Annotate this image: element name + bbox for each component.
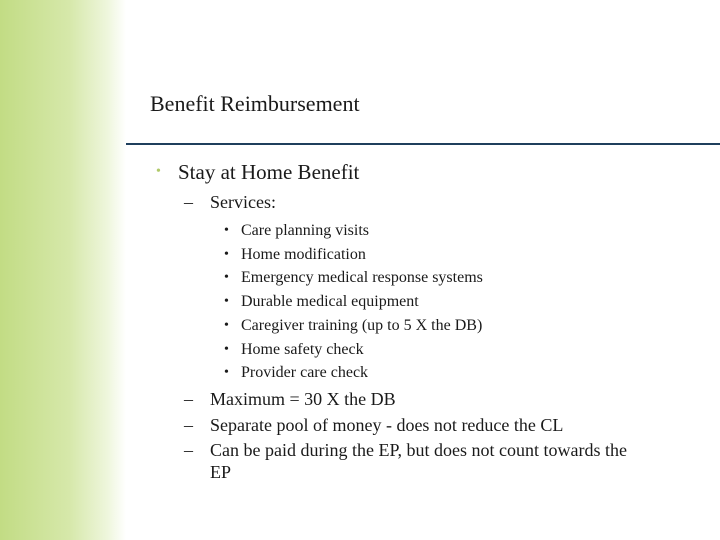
bullet-icon: • <box>224 223 229 238</box>
sub-bullet-text: Services: <box>210 192 276 212</box>
bullet-stay-at-home-benefit <box>150 158 710 186</box>
bullet-icon: • <box>224 317 229 333</box>
list-item <box>150 314 710 338</box>
sub-bullet-services <box>150 190 710 214</box>
dash-icon: – <box>184 192 193 212</box>
list-item <box>150 338 710 362</box>
list-item <box>150 290 710 314</box>
list-item <box>150 361 710 385</box>
list-item-text: Durable medical equipment <box>241 293 419 311</box>
list-item-text: Caregiver training (up to 5 X the DB) <box>241 316 483 334</box>
sub-bullet-text: Maximum = 30 X the DB <box>210 388 396 409</box>
dash-icon: – <box>184 439 193 460</box>
bullet-icon: • <box>224 341 229 357</box>
decorative-side-bar <box>0 0 126 540</box>
bullet-text: Stay at Home Benefit <box>178 160 360 184</box>
services-list <box>150 219 710 385</box>
sub-bullet-maximum <box>150 387 710 411</box>
sub-bullet-separate-pool <box>150 413 710 437</box>
list-item <box>150 266 710 290</box>
slide-content <box>150 158 710 483</box>
sub-bullet-text: Separate pool of money - does not reduce the CL <box>210 414 564 435</box>
bullet-icon: • <box>224 294 229 310</box>
title-divider <box>126 143 720 145</box>
dash-icon: – <box>184 414 193 435</box>
list-item-text: Care planning visits <box>241 222 369 239</box>
sub-bullet-text: Can be paid during the EP, but does not count towards the EP <box>210 439 627 482</box>
list-item-text: Emergency medical response systems <box>241 269 483 287</box>
slide-title: Benefit Reimbursement <box>150 91 360 116</box>
bullet-icon: • <box>224 270 229 286</box>
list-item-text: Home safety check <box>241 340 364 358</box>
list-item <box>150 219 710 243</box>
bullet-icon: • <box>156 164 161 179</box>
sub-bullet-ep <box>150 439 630 483</box>
bullet-icon: • <box>224 246 229 262</box>
list-item-text: Home modification <box>241 245 366 263</box>
bullet-icon: • <box>224 365 229 381</box>
list-item-text: Provider care check <box>241 364 369 382</box>
list-item <box>150 243 710 267</box>
dash-icon: – <box>184 388 193 409</box>
